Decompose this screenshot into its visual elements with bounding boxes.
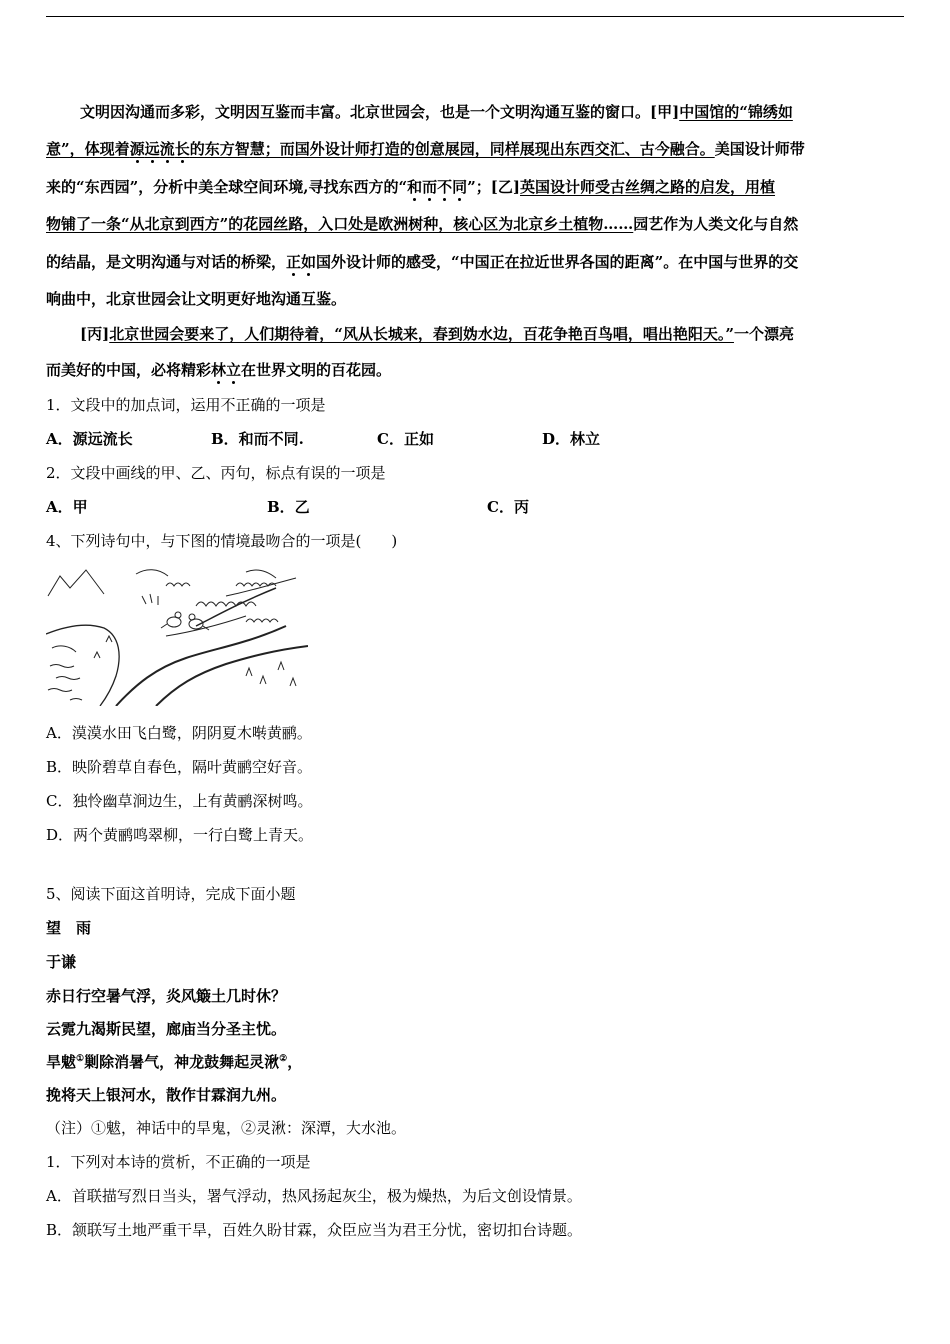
poem-title: 望 雨: [46, 919, 92, 937]
tree-trunk: [116, 626, 286, 706]
q1-option-a[interactable]: A．源远流长: [46, 430, 133, 448]
q2-option-c[interactable]: C．丙: [487, 498, 529, 516]
oriole-tail: [161, 624, 167, 628]
passage-line-7: [80, 324, 794, 344]
leaves: [166, 583, 190, 586]
oriole-head: [189, 614, 195, 620]
poem-line-4: 挽将天上银河水，散作甘霖润九州。: [46, 1086, 287, 1104]
poem-text: 剿除消暑气，神龙鼓舞起灵湫: [84, 1053, 280, 1071]
passage-text: 一个漂亮: [733, 325, 794, 343]
poem-line-3: [46, 1052, 302, 1072]
passage-text: ”；[乙]: [467, 178, 520, 196]
dotted-word-4: 林立: [211, 361, 242, 379]
q1-option-c[interactable]: C．正如: [377, 430, 434, 448]
q4-option-b[interactable]: B．映阶碧草自春色，隔叶黄鹂空好音。: [46, 758, 313, 776]
passage-line-4: [46, 214, 798, 234]
poem-text: ，: [287, 1053, 303, 1071]
sentence-jia: 的东方智慧；而国外设计师打造的创意展园，同样展现出东西交汇、古今融合。: [189, 140, 715, 158]
q2-stem: 2．文段中画线的甲、乙、丙句，标点有误的一项是: [46, 464, 386, 482]
sentence-jia: 意”，体现着: [46, 140, 130, 158]
q5-stem: 5、阅读下面这首明诗，完成下面小题: [46, 885, 296, 903]
q2-option-a[interactable]: A．甲: [46, 498, 88, 516]
poem-text: 旱魃: [46, 1053, 77, 1071]
q1-option-d[interactable]: D．林立: [542, 430, 601, 448]
passage-text: 园艺作为人类文化与自然: [633, 215, 799, 233]
mountain-outline: [48, 570, 104, 596]
q1-stem: 1．文段中的加点词，运用不正确的一项是: [46, 396, 326, 414]
grass: [246, 662, 296, 686]
sentence-jia: 中国馆的“锦绣如: [679, 103, 793, 121]
passage-text: 文明因沟通而多彩，文明因互鉴而丰富。北京世园会，也是一个文明沟通互鉴的窗口。[甲]: [80, 103, 680, 121]
passage-text: 的结晶，是文明沟通与对话的桥梁，: [46, 253, 287, 271]
footnote-mark: ①: [76, 1054, 85, 1064]
branch: [226, 578, 296, 596]
q2-option-b[interactable]: B．乙: [267, 498, 310, 516]
q4-option-d[interactable]: D．两个黄鹂鸣翠柳，一行白鹭上青天。: [46, 826, 314, 844]
orioles-in-willow-illustration: [46, 566, 308, 706]
q1-option-b[interactable]: B．和而不同.: [211, 430, 304, 448]
sentence-yi: 英国设计师受古丝绸之路的启发，用植: [520, 178, 776, 196]
passage-line-8: [46, 360, 391, 380]
tree-trunk: [156, 646, 308, 706]
leaves: [196, 602, 256, 606]
oriole-bird: [167, 617, 181, 627]
mountain-outline: [246, 570, 276, 578]
riverbank: [52, 646, 76, 652]
poem-line-2: 云霓九渴斯民望，廊庙当分圣主忧。: [46, 1020, 287, 1038]
q5-sub1-stem: 1．下列对本诗的赏析，不正确的一项是: [46, 1153, 311, 1171]
q4-stem: 4、下列诗句中，与下图的情境最吻合的一项是( ): [46, 532, 398, 550]
passage-text: 而美好的中国，必将精彩: [46, 361, 212, 379]
leaves: [246, 619, 278, 622]
passage-line-1: [80, 102, 793, 122]
passage-line-2: [46, 139, 805, 159]
passage-text: 来的“东西园”，分析中美全球空间环境,寻找东西方的“: [46, 178, 408, 196]
sentence-yi: 物铺了一条“从北京到西方”的花园丝路，入口处是欧洲树种，核心区为北京乡土植物……: [46, 215, 634, 233]
q4-option-a[interactable]: A．漠漠水田飞白鹭，阴阴夏木啭黄鹂。: [46, 724, 312, 742]
q4-option-c[interactable]: C．独怜幽草涧边生，上有黄鹂深树鸣。: [46, 792, 313, 810]
grass: [94, 636, 112, 658]
dotted-word-1: 源远流长: [129, 140, 190, 158]
passage-text: 国外设计师的感受，“中国正在拉近世界各国的距离”。在中国与世界的交: [316, 253, 799, 271]
q5-option-b[interactable]: B．颔联写土地严重干旱，百姓久盼甘霖，众臣应当为君王分忧，密切扣台诗题。: [46, 1221, 583, 1239]
header-rule: [46, 16, 904, 17]
water-ripple: [56, 677, 80, 680]
grass: [142, 594, 158, 605]
poem-line-1: 赤日行空暑气浮，炎风簸土几时休？: [46, 987, 287, 1005]
passage-text: [丙]: [80, 325, 110, 343]
water-ripple: [48, 689, 72, 692]
oriole-head: [175, 612, 181, 618]
poem-author: 于谦: [46, 953, 77, 971]
mountain-outline: [136, 570, 168, 576]
dotted-word-2: 和而不同: [407, 178, 468, 196]
passage-text: 美国设计师带: [714, 140, 805, 158]
q5-option-a[interactable]: A．首联描写烈日当头，署气浮动，热风扬起灰尘，极为燥热，为后文创设情景。: [46, 1187, 582, 1205]
passage-line-5: [46, 252, 798, 272]
poem-note: （注）①魃，神话中的旱鬼，②灵湫：深潭，大水池。: [46, 1119, 407, 1137]
passage-line-6: 响曲中，北京世园会让文明更好地沟通互鉴。: [46, 290, 347, 308]
water-ripple: [70, 699, 82, 701]
passage-text: 在世界文明的百花园。: [241, 361, 392, 379]
water-ripple: [50, 665, 74, 668]
dotted-word-3: 正如: [286, 253, 317, 271]
sentence-bing: 北京世园会要来了，人们期待着，“风从长城来，春到妫水边，百花争艳百鸟唱，唱出艳阳天。”: [109, 325, 734, 343]
footnote-mark: ②: [279, 1054, 288, 1064]
passage-line-3: [46, 177, 775, 197]
